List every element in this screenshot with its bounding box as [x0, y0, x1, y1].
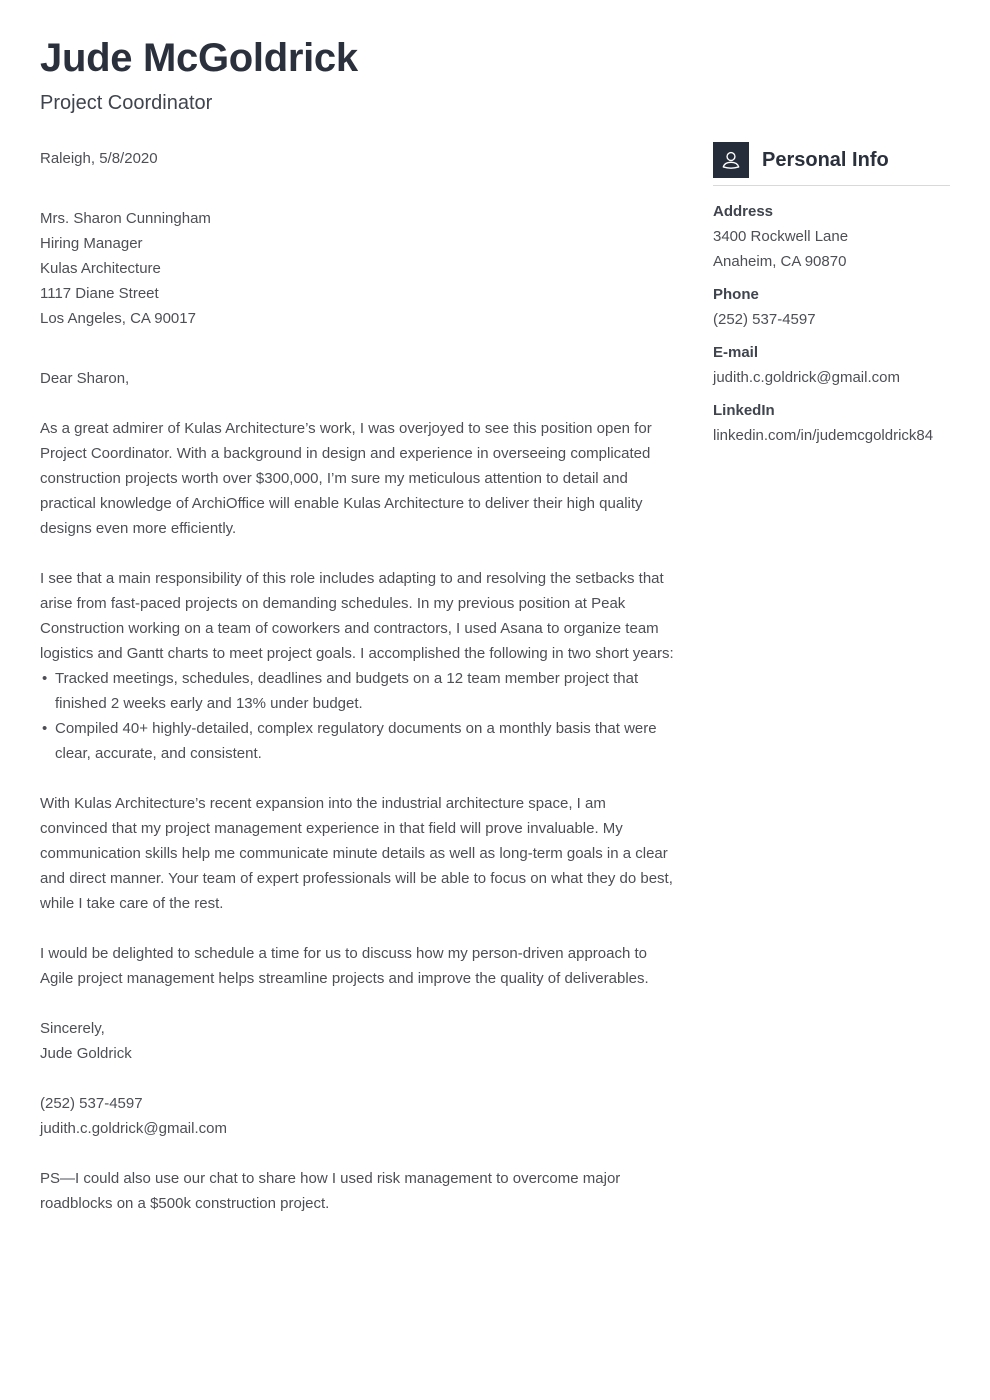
- signature-email: judith.c.goldrick@gmail.com: [40, 1120, 227, 1137]
- page-title: Jude McGoldrick: [40, 36, 358, 80]
- signature-block: [40, 1016, 675, 1066]
- info-item-address: [713, 199, 950, 274]
- recipient-street: 1117 Diane Street: [40, 285, 159, 302]
- info-value: judith.c.goldrick@gmail.com: [713, 369, 900, 386]
- info-label: E-mail: [713, 344, 759, 361]
- signature-phone: (252) 537-4597: [40, 1095, 143, 1112]
- info-value: (252) 537-4597: [713, 311, 816, 328]
- divider: [713, 185, 950, 186]
- personal-info-section: [713, 142, 950, 448]
- person-icon: [713, 142, 749, 178]
- salutation: Dear Sharon,: [40, 370, 130, 387]
- personal-info-title: Personal Info: [762, 148, 889, 171]
- info-value: Anaheim, CA 90870: [713, 253, 847, 270]
- signature-name: Jude Goldrick: [40, 1045, 132, 1062]
- paragraph-expansion: With Kulas Architecture’s recent expansion into the industrial architecture space, I am convinced that my project management experience in that field will prove invaluable. My communication skills help me communicate minute details as well as long-term goals in a clear and direct manner. Your team of expert professionals will be able to focus on what they do best, while I take care of the rest.: [40, 795, 673, 912]
- recipient-name: Mrs. Sharon Cunningham: [40, 210, 211, 227]
- info-item-linkedin: [713, 398, 950, 448]
- recipient-address: [40, 206, 675, 331]
- list-item: • Tracked meetings, schedules, deadlines and budgets on a 12 team member project that finished 2 weeks early and 13% under budget.: [40, 666, 675, 716]
- info-label: Address: [713, 203, 774, 220]
- info-value: 3400 Rockwell Lane: [713, 228, 849, 245]
- accomplishment-list: [40, 666, 675, 766]
- closing: Sincerely,: [40, 1020, 105, 1037]
- info-label: LinkedIn: [713, 402, 775, 419]
- recipient-city: Los Angeles, CA 90017: [40, 310, 196, 327]
- signature-contact: [40, 1091, 675, 1141]
- list-item: • Compiled 40+ highly-detailed, complex regulatory documents on a monthly basis that were clear, accurate, and consistent.: [40, 716, 675, 766]
- postscript: PS—I could also use our chat to share how I used risk management to overcome major roadblocks on a $500k construction project.: [40, 1170, 621, 1212]
- letter-body: [40, 146, 675, 1241]
- paragraph-responsibility: I see that a main responsibility of this role includes adapting to and resolving the setbacks that arise from fast-paced projects on demanding schedules. In my previous position at Peak Construction working on a team of coworkers and contractors, I used Asana to organize team logistics and Gantt charts to meet project goals. I accomplished the following in two short years:: [40, 570, 674, 662]
- info-item-email: [713, 340, 950, 390]
- personal-info-header: [713, 142, 950, 178]
- recipient-company: Kulas Architecture: [40, 260, 161, 277]
- info-value: linkedin.com/in/judemcgoldrick84: [713, 427, 934, 444]
- job-title: Project Coordinator: [40, 92, 213, 114]
- paragraph-meeting: I would be delighted to schedule a time for us to discuss how my person-driven approach to Agile project management helps streamline projects and improve the quality of deliverables.: [40, 945, 649, 987]
- recipient-role: Hiring Manager: [40, 235, 143, 252]
- info-label: Phone: [713, 286, 759, 303]
- info-item-phone: [713, 282, 950, 332]
- date-line: Raleigh, 5/8/2020: [40, 150, 158, 167]
- paragraph-intro: As a great admirer of Kulas Architecture’s work, I was overjoyed to see this position open for Project Coordinator. With a background in design and experience in overseeing complicated construction projects worth over $300,000, I’m sure my meticulous attention to detail and practical knowledge of ArchiOffice will enable Kulas Architecture to deliver their high quality designs even more efficiently.: [40, 420, 652, 537]
